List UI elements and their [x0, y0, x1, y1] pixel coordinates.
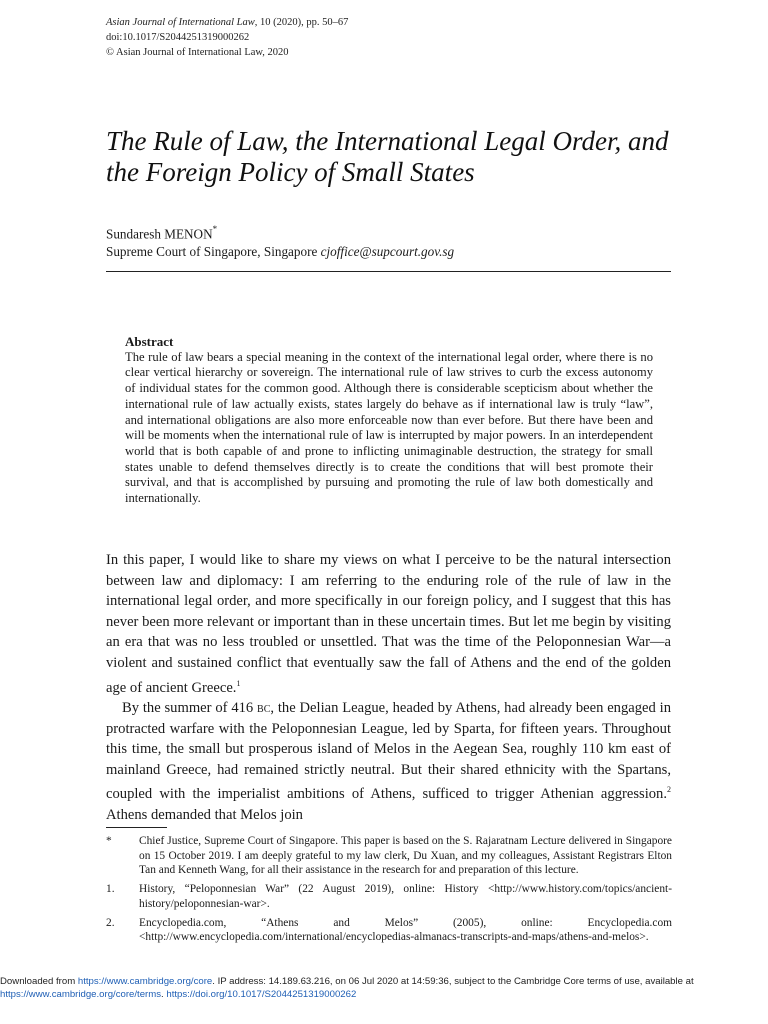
footnote-mark: 2.: [106, 916, 115, 929]
paper-title: The Rule of Law, the International Legal Order, and the Foreign Policy of Small States: [106, 126, 669, 187]
journal-volume: , 10 (2020), pp. 50–67: [254, 17, 349, 28]
abstract: [125, 334, 653, 507]
abstract-text: The rule of law bears a special meaning in the context of the international legal order, where there is no clear vertical hierarchy or sovereign. The international rule of law strives to curb the excess autonomy of individual states for the common good. Although there is considerable scepticism about whether the international rule of law actually exists, states largely do behave as if international law is truly “law”, and international obligations are also more enforceable now than ever before. But there have been and will be moments when the international rule of law is interrupted by major powers. In an interdependent world that is both capable of and prone to inflicting unimaginable destruction, the strategy for small states unable to defend themselves directly is to create the conditions that will best promote their survival, and that is accomplished by pursuing and promoting the rule of law both domestically and internationally.: [125, 349, 653, 506]
abstract-heading: Abstract: [125, 334, 174, 349]
journal-header: [106, 15, 348, 60]
paragraph-2-text-a: By the summer of 416: [122, 700, 258, 717]
download-notice: [0, 975, 768, 1001]
body-paragraph-1: [106, 550, 671, 698]
link-separator: .: [161, 989, 167, 1000]
core-link[interactable]: https://www.cambridge.org/core: [77, 976, 213, 987]
body-paragraph-2: [106, 698, 671, 825]
title-divider: [106, 271, 671, 272]
paragraph-2-text-c: Athens demanded that Melos join: [106, 806, 303, 823]
footnote-text: History, “Peloponnesian War” (22 August 2019), online: History <http://www.history.com/topics/ancient-history/peloponnesian-war>.: [139, 883, 672, 910]
journal-citation: [106, 15, 348, 30]
author-affiliation: Supreme Court of Singapore, Singapore: [106, 244, 321, 260]
author-name-line: [106, 221, 454, 243]
footnote-item: [106, 882, 672, 911]
footnote-divider: [106, 827, 167, 828]
author-block: [106, 221, 454, 261]
download-info: . IP address: 14.189.63.216, on 06 Jul 2020 at 14:59:36, subject to the Cambridge Core terms of use, available at: [212, 976, 694, 987]
author-affiliation-line: [106, 243, 454, 261]
author-email[interactable]: cjoffice@supcourt.gov.sg: [320, 244, 455, 260]
journal-name: Asian Journal of International Law: [106, 17, 255, 28]
paragraph-2-era: bc: [257, 700, 271, 717]
footnotes: [106, 834, 672, 949]
body-text: [106, 550, 671, 825]
terms-link[interactable]: https://www.cambridge.org/core/terms: [0, 989, 162, 1000]
doi-link[interactable]: https://doi.org/10.1017/S2044251319000262: [166, 989, 357, 1000]
download-prefix: Downloaded from: [0, 976, 78, 987]
footnote-ref-2[interactable]: 2: [667, 785, 671, 795]
footnote-text: Encyclopedia.com, “Athens and Melos” (2005), online: Encyclopedia.com <http://www.encyclopedia.com/international/encyclopedias-almanacs-transcripts-and-maps/athens-and-melos>.: [139, 916, 672, 944]
footnote-ref-1[interactable]: 1: [236, 678, 241, 688]
journal-copyright: © Asian Journal of International Law, 2020: [106, 47, 289, 58]
author-footnote-marker: *: [212, 224, 218, 234]
paragraph-1-text: In this paper, I would like to share my views on what I perceive to be the natural intersection between law and diplomacy: I am referring to the enduring role of the rule of law in the international legal order, and more specifically in our foreign policy, and I suggest that this has never been more relevant or important than in these uncertain times. But let me begin by visiting an era that was no less troubled or unsettled. That was the time of the Peloponnesian War—a violent and sustained conflict that eventually saw the fall of Athens and the end of the golden age of ancient Greece.: [106, 552, 671, 696]
download-notice-line-2: [0, 988, 768, 1001]
download-notice-line-1: [0, 975, 768, 988]
footnote-text: Chief Justice, Supreme Court of Singapore. This paper is based on the S. Rajaratnam Lecture delivered in Singapore on 15 October 2019. I am deeply grateful to my law clerk, Du Xuan, and my colleagues, Assistant Registrars Elton Tan and Kenneth Wang, for all their assistance in the research for and preparation of this lecture.: [139, 835, 672, 877]
footnote-item: [106, 916, 672, 945]
paragraph-2-text-b: , the Delian League, headed by Athens, had already been engaged in protracted warfare with the Peloponnesian League, led by Sparta, for fifteen years. Throughout this time, the small but prosperous island of Melos in the Aegean Sea, roughly 110 km east of mainland Greece, had remained strictly neutral. But their shared ethnicity with the Spartans, coupled with the imperialist ambitions of Athens, sufficed to trigger Athenian aggression.: [106, 700, 671, 803]
journal-doi: doi:10.1017/S2044251319000262: [106, 32, 250, 43]
author-name: Sundaresh MENON: [106, 226, 213, 242]
footnote-item: [106, 834, 672, 878]
footnote-mark: 1.: [106, 883, 115, 896]
footnote-mark: *: [106, 835, 112, 847]
